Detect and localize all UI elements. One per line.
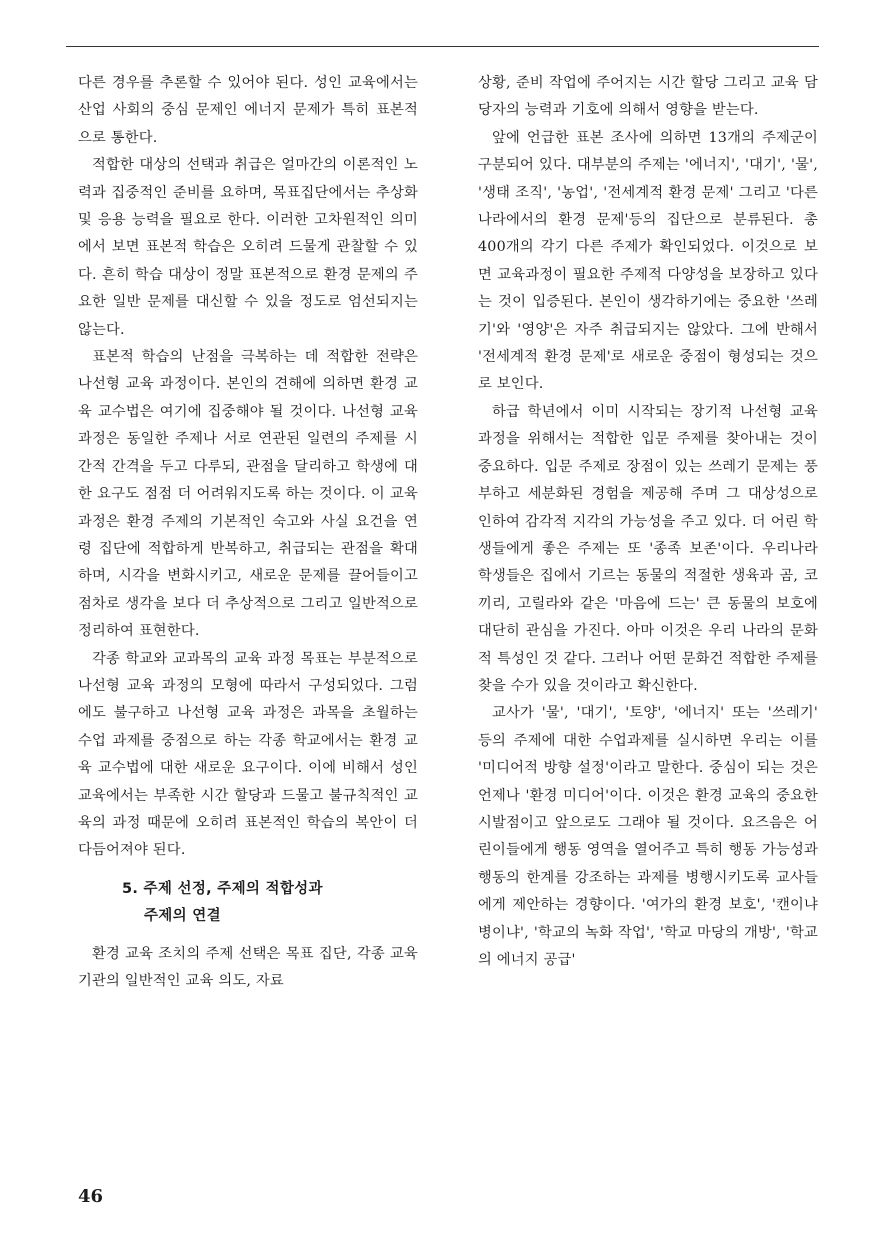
paragraph: 각종 학교와 교과목의 교육 과정 목표는 부분적으로 나선형 교육 과정의 모형에 따라서 구성되었다. 그럼에도 불구하고 나선형 교육 과정은 과목을 초월하는 수업 과제를 중점으로 하는 각종 학교에서는 환경 교육 교수법에 대한 새로운 요구이다. 이에 비해서 성인 교육에서는 부족한 시간 할당과 드물고 불규칙적인 교육의 과정 때문에 오히려 표본적인 학습의 복안이 더 다듬어져야 된다. xyxy=(78,650,418,859)
right-column xyxy=(478,70,818,974)
paragraph: 표본적 학습의 난점을 극복하는 데 적합한 전략은 나선형 교육 과정이다. 본인의 견해에 의하면 환경 교육 교수법은 여기에 집중해야 될 것이다. 나선형 교육 과정은 동일한 주제나 서로 연관된 일련의 주제를 시간적 간격을 두고 다루되, 관점을 달리하고 학생에 대한 요구도 점점 더 어려워지도록 하는 것이다. 이 교육 과정은 환경 주제의 기본적인 숙고와 사실 요건을 연령 집단에 적합하게 반복하고, 취급되는 관점을 확대하며, 시각을 변화시키고, 새로운 문제를 끌어들이고 점차로 생각을 보다 더 추상적으로 그리고 일반적으로 정리하여 표현한다. xyxy=(78,349,418,640)
paragraph: 환경 교육 조치의 주제 선택은 목표 집단, 각종 교육 기관의 일반적인 교육 의도, 자료 xyxy=(78,945,418,989)
left-column xyxy=(78,70,418,995)
paragraph: 앞에 언급한 표본 조사에 의하면 13개의 주제군이 구분되어 있다. 대부분의 주제는 '에너지', '대기', '물', '생태 조직', '농업', '전세계적 환경 문제' 그리고 '다른 나라에서의 환경 문제'등의 집단으로 분류된다. 총 400개의 각기 다른 주제가 확인되었다. 이것으로 보면 교육과정이 필요한 주제적 다양성을 보장하고 있다는 것이 입증된다. 본인이 생각하기에는 중요한 '쓰레기'와 '영양'은 자주 취급되지는 않았다. 그에 반해서 '전세계적 환경 문제'로 새로운 중점이 형성되는 것으로 보인다. xyxy=(478,129,818,393)
section-heading-line1: 5. 주제 선정, 주제의 적합성과 xyxy=(122,880,323,897)
section-heading-line2: 주제의 연결 xyxy=(144,908,221,925)
header-rule xyxy=(66,46,819,47)
section-heading xyxy=(78,876,418,931)
page-number: 46 xyxy=(78,1186,104,1207)
paragraph: 교사가 '물', '대기', '토양', '에너지' 또는 '쓰레기' 등의 주제에 대한 수업과제를 실시하면 우리는 이를 '미디어적 방향 설정'이라고 말한다. 중심이 되는 것은 언제나 '환경 미디어'이다. 이것은 환경 교육의 중요한 시발점이고 앞으로도 그래야 될 것이다. 요즈음은 어린이들에게 행동 영역을 열어주고 특히 행동 가능성과 행동의 한계를 강조하는 과제를 병행시키도록 교사들에게 제안하는 경향이다. '여가의 환경 보호', '캔이냐 병이냐', '학교의 녹화 작업', '학교 마당의 개방', '학교의 에너지 공급' xyxy=(478,705,818,968)
paragraph: 다른 경우를 추론할 수 있어야 된다. 성인 교육에서는 산업 사회의 중심 문제인 에너지 문제가 특히 표본적으로 통한다. xyxy=(78,75,418,146)
paragraph: 상황, 준비 작업에 주어지는 시간 할당 그리고 교육 담당자의 능력과 기호에 의해서 영향을 받는다. xyxy=(478,75,818,119)
paragraph: 하급 학년에서 이미 시작되는 장기적 나선형 교육 과정을 위해서는 적합한 입문 주제를 찾아내는 것이 중요하다. 입문 주제로 장점이 있는 쓰레기 문제는 풍부하고 세분화된 경험을 제공해 주며 그 대상성으로 인하여 감각적 지각의 가능성을 주고 있다. 더 어린 학생들에게 좋은 주제는 또 '종족 보존'이다. 우리나라 학생들은 집에서 기르는 동물의 적절한 생육과 곰, 코끼리, 고릴라와 같은 '마음에 드는' 큰 동물의 보호에 대단히 관심을 가진다. 아마 이것은 우리 나라의 문화적 특성인 것 같다. 그러나 어떤 문화건 적합한 주제를 찾을 수가 있을 것이라고 확신한다. xyxy=(478,403,818,694)
paragraph: 적합한 대상의 선택과 취급은 얼마간의 이론적인 노력과 집중적인 준비를 요하며, 목표집단에서는 추상화 및 응용 능력을 필요로 한다. 이러한 고차원적인 의미에서 보면 표본적 학습은 오히려 드물게 관찰할 수 있다. 흔히 학습 대상이 정말 표본적으로 환경 문제의 주요한 일반 문제를 대신할 수 있을 정도로 엄선되지는 않는다. xyxy=(78,157,418,338)
